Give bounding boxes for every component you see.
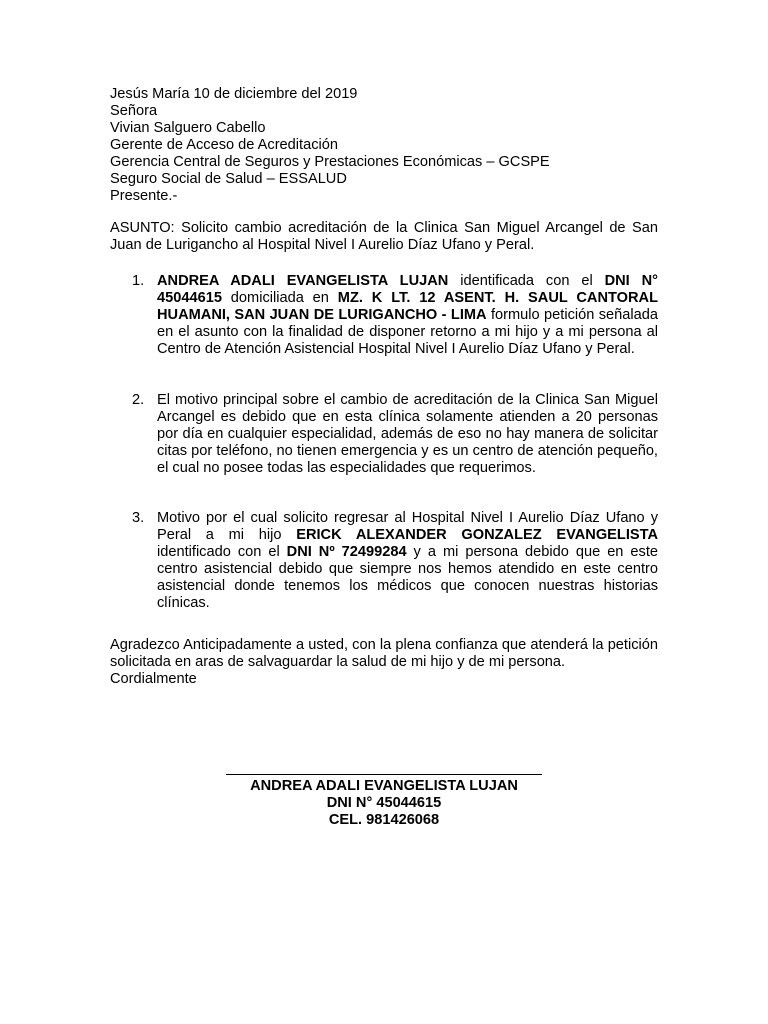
recipient-name: Vivian Salguero Cabello: [110, 120, 266, 136]
farewell: Cordialmente: [110, 671, 197, 687]
date-line: Jesús María 10 de diciembre del 2019: [110, 86, 358, 102]
item-text-segment: Motivo por el cual solicito regresar al Hospital Nivel I Aurelio Díaz Ufano y Peral a mi hijo: [157, 510, 658, 543]
item-text: [157, 510, 658, 612]
signature-line: [226, 760, 542, 775]
list-item: [132, 510, 658, 612]
son-name: ERICK ALEXANDER GONZALEZ EVANGELISTA: [296, 527, 658, 543]
letter-header: [110, 86, 550, 205]
item-number: 2.: [132, 392, 145, 408]
item-text-segment: formulo petición señalada en el asunto con la finalidad de disponer retorno a mi hijo y a mi persona al Centro de Atención Asistencial Hospital Nivel I Aurelio Díaz Ufano y Peral.: [157, 307, 658, 357]
requester-address: MZ. K LT. 12 ASENT. H. SAUL CANTORAL HUAMANI, SAN JUAN DE LURIGANCHO - LIMA: [157, 290, 658, 323]
closing-paragraph: [110, 637, 658, 688]
recipient-title: Gerente de Acceso de Acreditación: [110, 137, 338, 153]
item-text-segment: identificada con el: [448, 273, 605, 289]
item-text: [157, 273, 658, 358]
institution: Seguro Social de Salud – ESSALUD: [110, 171, 347, 187]
salutation: Señora: [110, 103, 158, 119]
son-dni: DNI Nº 72499284: [286, 544, 407, 560]
subject-paragraph: ASUNTO: Solicito cambio acreditación de la Clinica San Miguel Arcangel de San Juan de Lurigancho al Hospital Nivel I Aurelio Díaz Ufano y Peral.: [110, 220, 658, 253]
signer-dni: DNI N° 45044615: [326, 795, 442, 811]
item-text-segment: identificado con el: [157, 544, 287, 560]
department: Gerencia Central de Seguros y Prestaciones Económicas – GCSPE: [110, 154, 550, 170]
item-text-segment: y a mi persona debido que en este centro asistencial debido que siempre nos hemos atendido en este centro asistencial donde tenemos los médicos que conocen nuestras historias clínicas.: [157, 544, 658, 611]
item-number: 1.: [132, 273, 145, 289]
item-text-segment: domiciliada en: [221, 290, 338, 306]
list-item: [132, 273, 658, 358]
requester-name: ANDREA ADALI EVANGELISTA LUJAN: [157, 273, 449, 289]
signer-phone: CEL. 981426068: [328, 812, 440, 828]
item-number: 3.: [132, 510, 145, 526]
item-text: El motivo principal sobre el cambio de acreditación de la Clinica San Miguel Arcangel es debido que en esta clínica solamente atienden a 20 personas por día en cualquier especialidad, además de eso no hay manera de solicitar citas por teléfono, no tienen emergencia y es un centro de atención pequeño, el cual no posee todas las especialidades que requerimos.: [157, 392, 658, 476]
requester-dni: DNI N° 45044615: [157, 273, 658, 306]
presente: Presente.-: [110, 188, 178, 204]
signer-name: ANDREA ADALI EVANGELISTA LUJAN: [250, 778, 518, 794]
signature-block: [224, 760, 544, 829]
list-item: [132, 392, 658, 477]
closing-text: Agradezco Anticipadamente a usted, con la plena confianza que atenderá la petición solicitada en aras de salvaguardar la salud de mi hijo y de mi persona.: [110, 637, 658, 670]
